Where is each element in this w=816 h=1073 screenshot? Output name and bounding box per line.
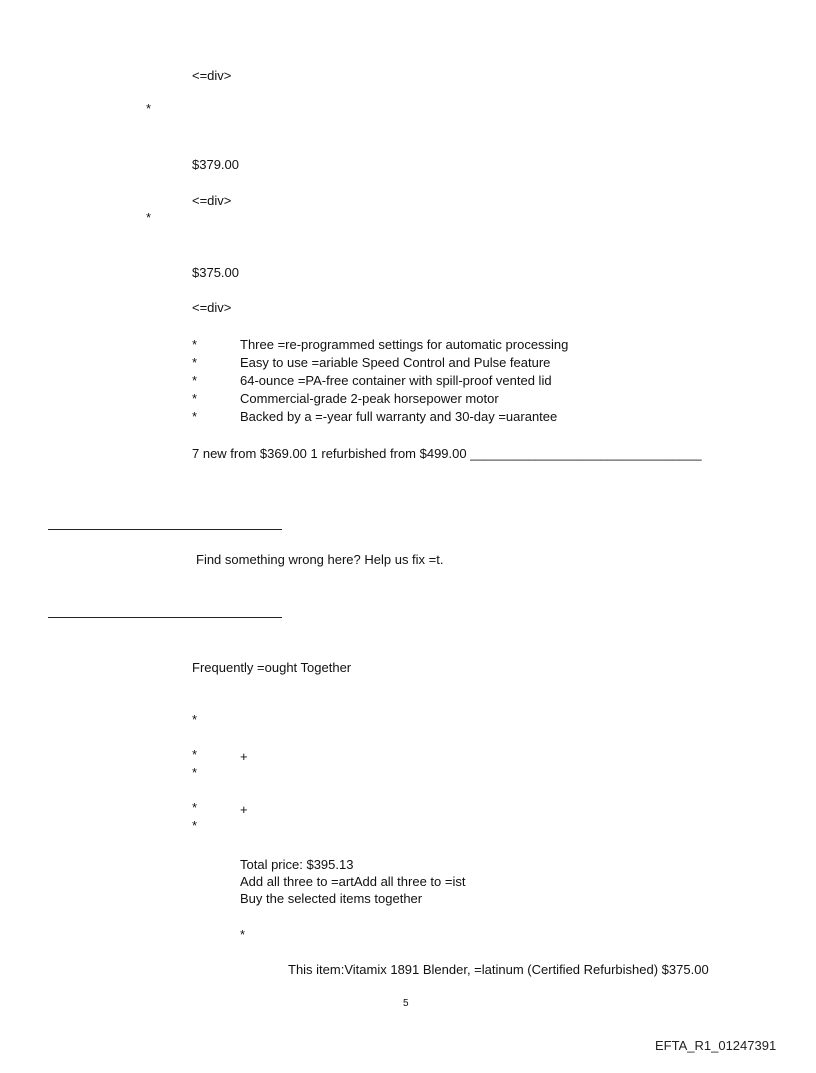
feature-item: Backed by a =-year full warranty and 30-day =uarantee bbox=[240, 409, 558, 424]
plus-sign: + bbox=[240, 802, 248, 817]
add-all-buttons[interactable]: Add all three to =artAdd all three to =ist bbox=[240, 874, 466, 889]
bullet-marker: * bbox=[192, 765, 198, 780]
bullet-marker: * bbox=[146, 101, 152, 116]
feature-item: Three =re-programmed settings for automatic processing bbox=[240, 337, 569, 352]
div-tag-text: <=div> bbox=[192, 300, 232, 315]
bullet-marker: * bbox=[192, 337, 198, 352]
bullet-marker: * bbox=[192, 818, 198, 833]
bullet-marker: * bbox=[240, 927, 246, 942]
offers-link[interactable]: 7 new from $369.00 1 refurbished from $499.00 ________________________________ bbox=[192, 446, 702, 461]
bullet-marker: * bbox=[146, 210, 152, 225]
bullet-marker: * bbox=[192, 409, 198, 424]
feature-item: 64-ounce =PA-free container with spill-proof vented lid bbox=[240, 373, 552, 388]
this-item-line: This item:Vitamix 1891 Blender, =latinum (Certified Refurbished) $375.00 bbox=[288, 962, 709, 977]
bullet-marker: * bbox=[192, 800, 198, 815]
bullet-marker: * bbox=[192, 373, 198, 388]
document-id: EFTA_R1_01247391 bbox=[655, 1038, 777, 1053]
horizontal-rule bbox=[48, 529, 282, 530]
buy-selected-button[interactable]: Buy the selected items together bbox=[240, 891, 423, 906]
section-heading: Frequently =ought Together bbox=[192, 660, 352, 675]
total-price: Total price: $395.13 bbox=[240, 857, 354, 872]
horizontal-rule bbox=[48, 617, 282, 618]
feature-item: Easy to use =ariable Speed Control and Pulse feature bbox=[240, 355, 551, 370]
bullet-marker: * bbox=[192, 712, 198, 727]
price-text: $375.00 bbox=[192, 265, 239, 280]
bullet-marker: * bbox=[192, 747, 198, 762]
feedback-link[interactable]: Find something wrong here? Help us fix =t. bbox=[196, 552, 444, 567]
page-number: 5 bbox=[403, 998, 409, 1009]
price-text: $379.00 bbox=[192, 157, 239, 172]
bullet-marker: * bbox=[192, 355, 198, 370]
feature-item: Commercial-grade 2-peak horsepower motor bbox=[240, 391, 499, 406]
div-tag-text: <=div> bbox=[192, 68, 232, 83]
bullet-marker: * bbox=[192, 391, 198, 406]
div-tag-text: <=div> bbox=[192, 193, 232, 208]
plus-sign: + bbox=[240, 749, 248, 764]
